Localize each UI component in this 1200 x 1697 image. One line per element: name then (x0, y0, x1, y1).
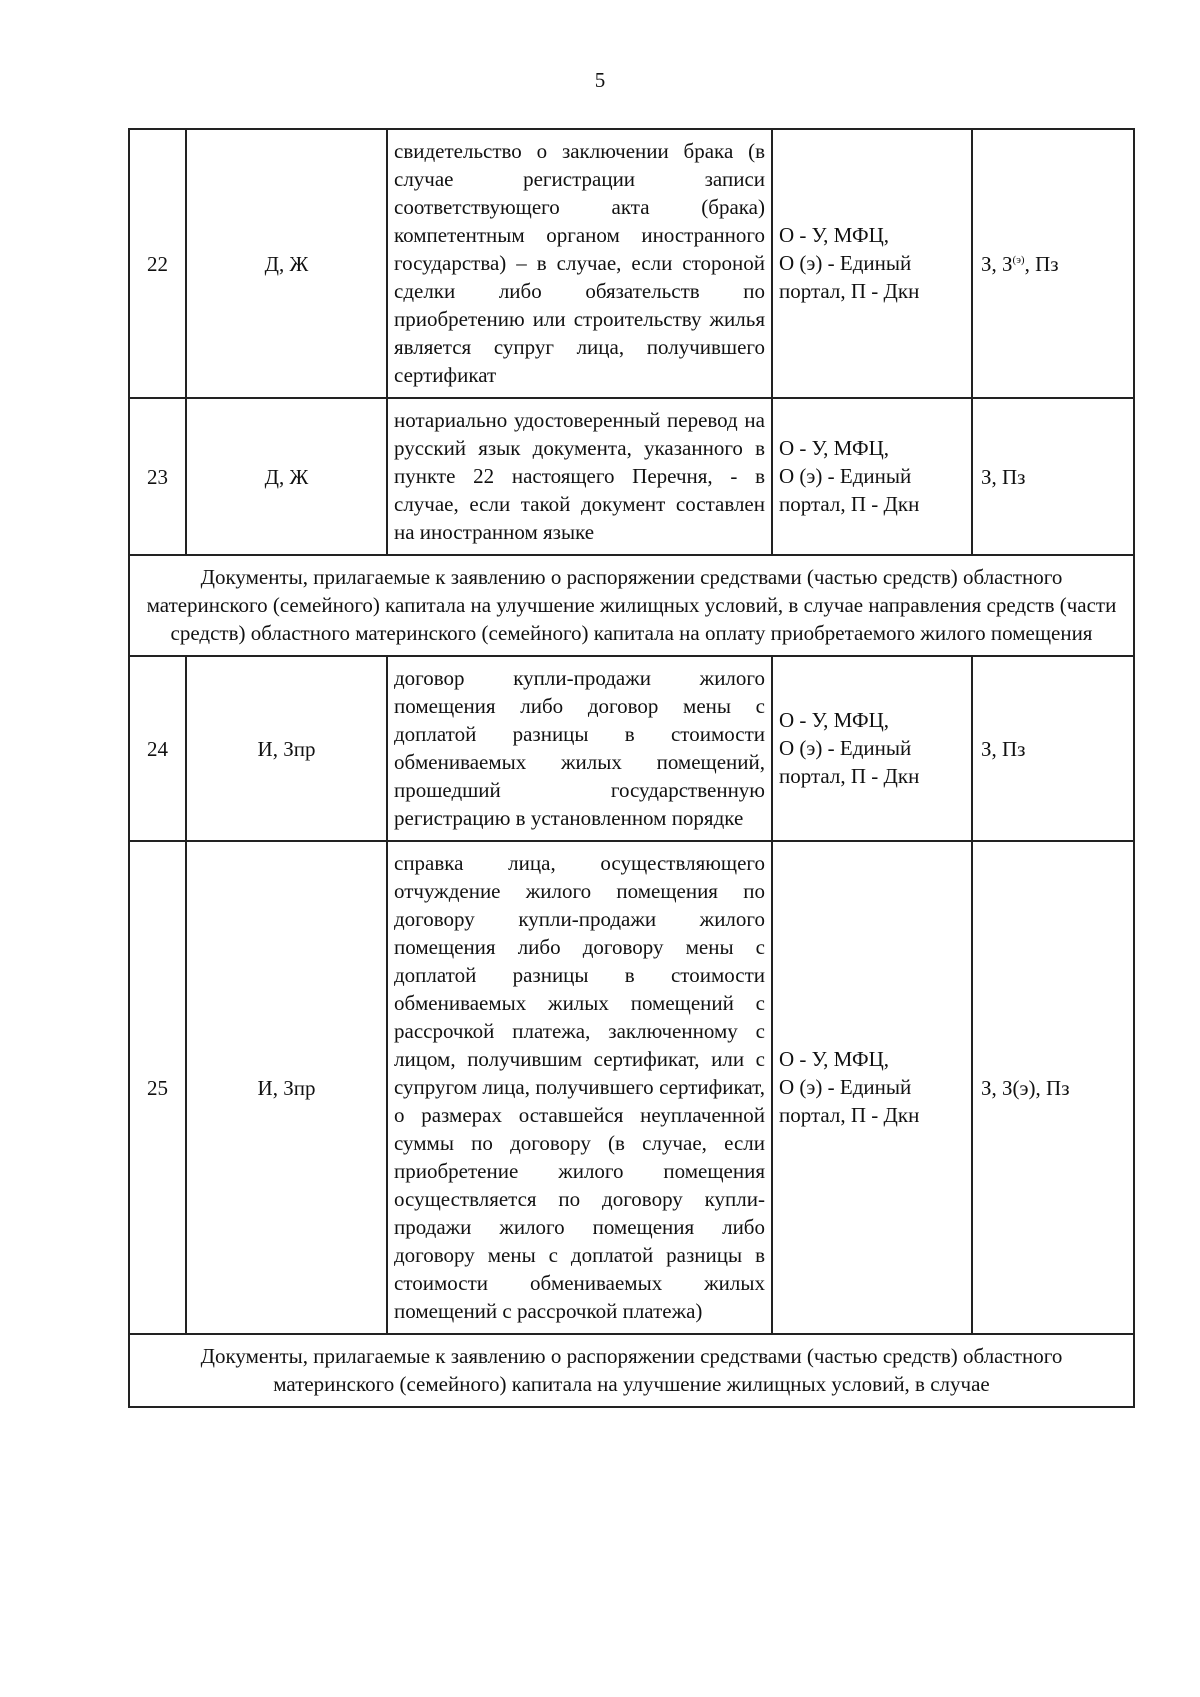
return-method (972, 841, 1134, 1334)
document-description: нотариально удостоверенный перевод на русский язык документа, указанного в пункте 22 настоящего Перечня, - в случае, если такой документ составлен на иностранном языке (387, 398, 772, 555)
submission-line: портал, П - Дкн (779, 492, 920, 516)
documents-table (128, 128, 1135, 1408)
document-description: справка лица, осуществляющего отчуждение жилого помещения по договору купли-продажи жилого помещения либо договору мены с доплатой разницы в стоимости обмениваемых жилых помещений с рассрочкой платежа, заключенному с лицом, получившим сертификат, или с супругом лица, получившего сертификат, о размерах оставшейся неуплаченной суммы по договору (в случае, если приобретение жилого помещения осуществляется по договору купли-продажи жилого помещения либо договору мены с доплатой разницы в стоимости обмениваемых жилых помещений с рассрочкой платежа) (387, 841, 772, 1334)
submission-method (772, 398, 972, 555)
section-row (129, 1334, 1134, 1407)
submission-line: портал, П - Дкн (779, 764, 920, 788)
submission-line: О - У, МФЦ, (779, 223, 890, 247)
document-code: Д, Ж (186, 129, 387, 398)
document-code: Д, Ж (186, 398, 387, 555)
submission-method (772, 129, 972, 398)
submission-line: портал, П - Дкн (779, 279, 920, 303)
section-row (129, 555, 1134, 656)
row-number: 25 (129, 841, 186, 1334)
table-row (129, 398, 1134, 555)
table-row (129, 841, 1134, 1334)
return-main: З, Пз (981, 464, 1026, 489)
document-code: И, Зпр (186, 841, 387, 1334)
document-code: И, Зпр (186, 656, 387, 841)
submission-line: О (э) - Единый (779, 464, 912, 488)
submission-method (772, 841, 972, 1334)
row-number: 22 (129, 129, 186, 398)
return-main: З, Пз (981, 736, 1026, 761)
return-main: З, З (981, 251, 1013, 276)
submission-line: О (э) - Единый (779, 1075, 912, 1099)
row-number: 23 (129, 398, 186, 555)
table-row (129, 129, 1134, 398)
document-description: договор купли-продажи жилого помещения либо договор мены с доплатой разницы в стоимости обмениваемых жилых помещений, прошедший государственную регистрацию в установленном порядке (387, 656, 772, 841)
submission-line: О - У, МФЦ, (779, 436, 890, 460)
return-tail: , Пз (1024, 251, 1059, 276)
submission-line: портал, П - Дкн (779, 1103, 920, 1127)
document-description: свидетельство о заключении брака (в случае регистрации записи соответствующего акта (брака) компетентным органом иностранного государства) – в случае, если стороной сделки либо обязательств по приобретению или строительству жилья является супруг лица, получившего сертификат (387, 129, 772, 398)
return-main: З, З(э), Пз (981, 1075, 1070, 1100)
submission-line: О (э) - Единый (779, 736, 912, 760)
return-superscript: (э) (1012, 253, 1025, 266)
submission-line: О - У, МФЦ, (779, 1047, 890, 1071)
table-row (129, 656, 1134, 841)
submission-line: О (э) - Единый (779, 251, 912, 275)
page-number: 5 (594, 68, 606, 92)
section-heading: Документы, прилагаемые к заявлению о распоряжении средствами (частью средств) областного материнского (семейного) капитала на улучшение жилищных условий, в случае направления средств (части средств) областного материнского (семейного) капитала на оплату приобретаемого жилого помещения (129, 555, 1134, 656)
return-method (972, 398, 1134, 555)
return-method (972, 129, 1134, 398)
submission-line: О - У, МФЦ, (779, 708, 890, 732)
section-heading: Документы, прилагаемые к заявлению о распоряжении средствами (частью средств) областного материнского (семейного) капитала на улучшение жилищных условий, в случае (129, 1334, 1134, 1407)
return-method (972, 656, 1134, 841)
submission-method (772, 656, 972, 841)
row-number: 24 (129, 656, 186, 841)
